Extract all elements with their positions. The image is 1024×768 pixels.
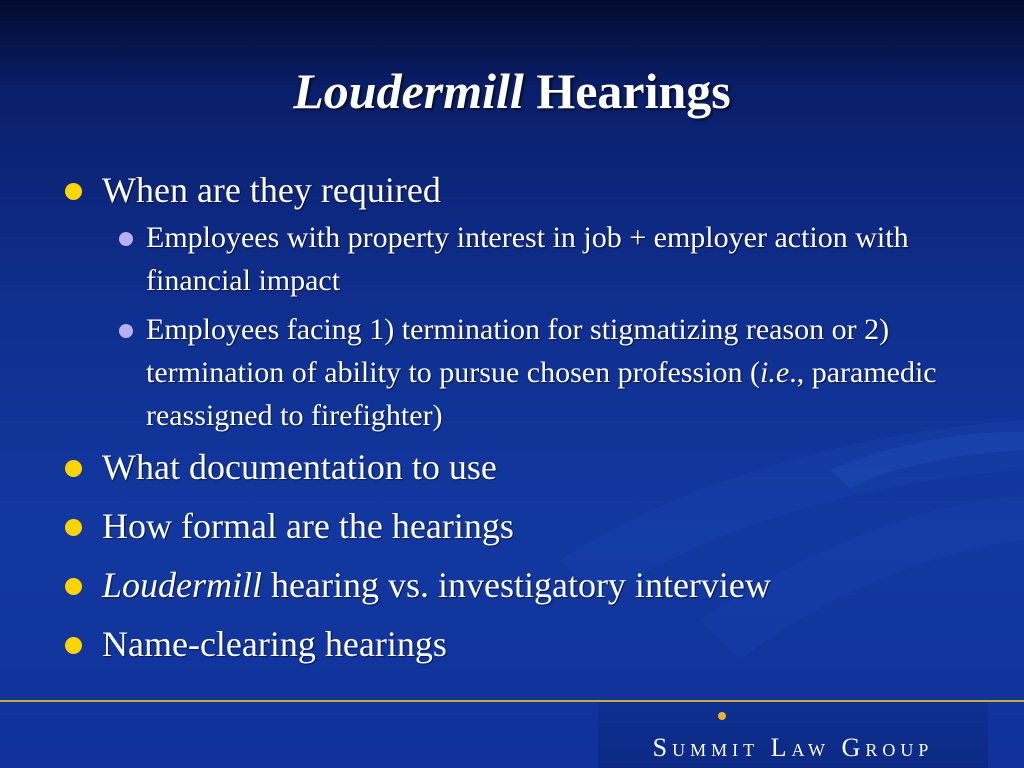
bullet-text: hearing vs. investigatory interview — [262, 565, 771, 605]
sub-bullet-list — [102, 216, 980, 437]
bullet-item — [60, 620, 980, 668]
bullet-dot-icon — [65, 637, 82, 654]
bullet-dot-icon — [65, 578, 82, 595]
title-rest: Hearings — [536, 63, 731, 119]
sub-bullet-dot-icon — [119, 324, 133, 338]
bullet-text: Name-clearing hearings — [102, 624, 447, 664]
bullet-text-italic: Loudermill — [102, 565, 263, 605]
bullet-item — [60, 443, 980, 491]
bullet-dot-icon — [65, 183, 82, 200]
bullet-item — [60, 561, 980, 609]
sub-bullet-text-italic: i.e — [760, 356, 790, 389]
sub-bullet-text-pre: Employees facing 1) termination for stigmatizing reason or 2) termination of ability to pursue chosen profession ( — [146, 313, 890, 389]
sub-bullet-item — [102, 216, 980, 302]
bullet-text: What documentation to use — [102, 447, 497, 487]
bullet-item — [60, 166, 980, 437]
slide-title — [0, 64, 1024, 119]
sub-bullet-item — [102, 308, 980, 437]
bullet-item — [60, 502, 980, 550]
bullet-text: When are they required — [102, 170, 441, 210]
bullet-dot-icon — [65, 460, 82, 477]
sub-bullet-text-post: ., paramedic reassigned to firefighter) — [146, 356, 937, 432]
sub-bullet-text: Employees with property interest in job + employer action with financial impact — [146, 221, 909, 297]
bullet-list — [60, 166, 980, 679]
company-logo-text: Summit Law Group — [652, 733, 934, 762]
title-italic: Loudermill — [293, 63, 524, 119]
sub-bullet-dot-icon — [119, 232, 133, 246]
bullet-text: How formal are the hearings — [102, 506, 514, 546]
logo-dot-icon — [718, 712, 726, 720]
bullet-dot-icon — [65, 519, 82, 536]
